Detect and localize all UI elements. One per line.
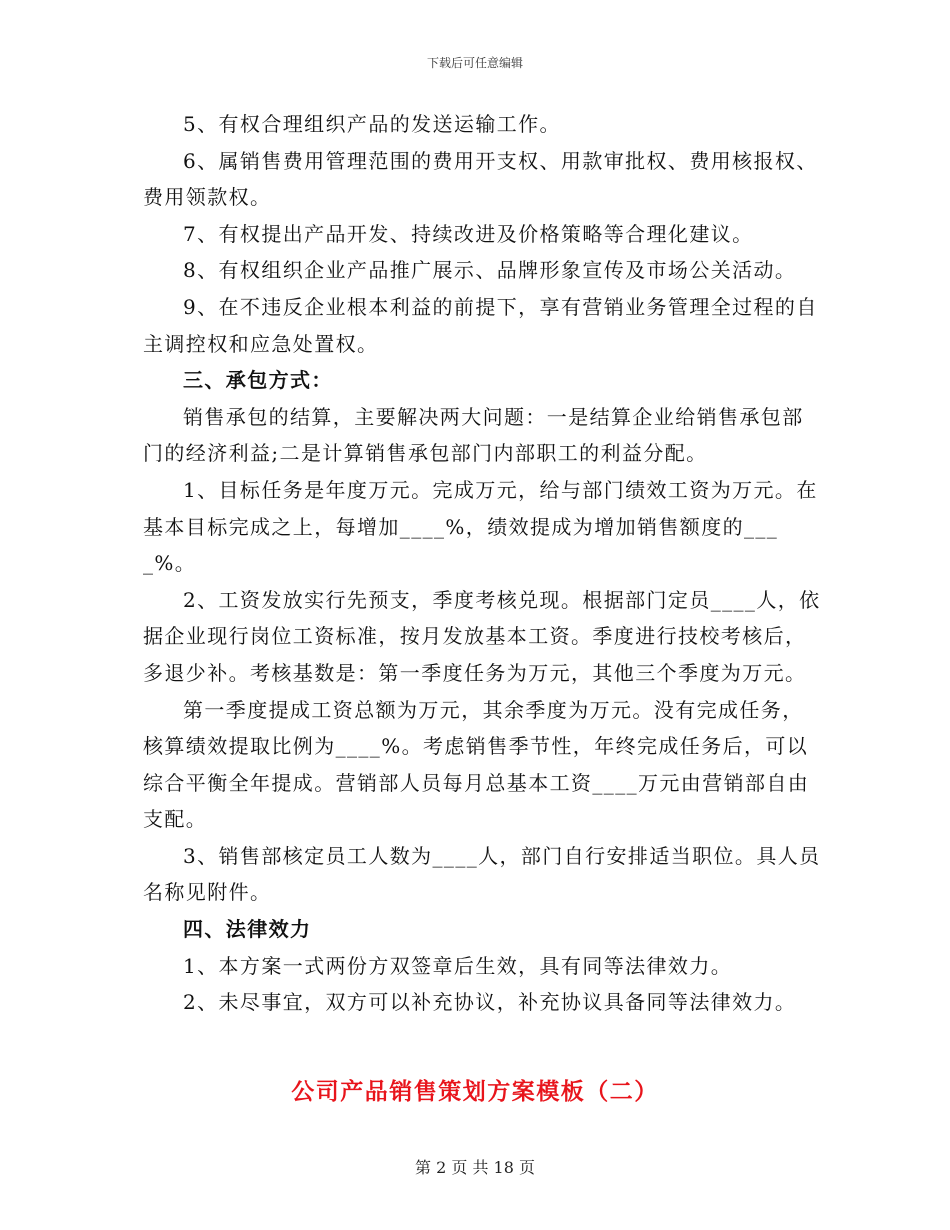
- paragraph-legal-1: 1、本方案一式两份方双签章后生效，具有同等法律效力。: [183, 953, 733, 978]
- paragraph-legal-2: 2、未尽事宜，双方可以补充协议，补充协议具备同等法律效力。: [183, 990, 797, 1015]
- section-title: 公司产品销售策划方案模板（二）: [291, 1079, 659, 1105]
- paragraph-target-task: 1、目标任务是年度万元。完成万元，给与部门绩效工资为万元。在基本目标完成之上，每增加____%，绩效提成为增加销售额度的____%。: [143, 477, 818, 576]
- paragraph-staff-count: 3、销售部核定员工人数为____人，部门自行安排适当职位。具人员名称见附件。: [143, 843, 821, 905]
- paragraph-item-8: 8、有权组织企业产品推广展示、品牌形象宣传及市场公关活动。: [183, 258, 797, 283]
- section-heading-4: 四、法律效力: [183, 917, 312, 942]
- paragraph-salary: 2、工资发放实行先预支，季度考核兑现。根据部门定员____人，依据企业现行岗位工资标准，按月发放基本工资。季度进行技校考核后，多退少补。考核基数是：第一季度任务为万元，其他三个季度为万元。: [143, 587, 821, 685]
- paragraph-item-6: 6、属销售费用管理范围的费用开支权、用款审批权、费用核报权、费用领款权。: [143, 148, 818, 210]
- paragraph-settlement: 销售承包的结算，主要解决两大问题：一是结算企业给销售承包部门的经济利益;二是计算销售承包部门内部职工的利益分配。: [143, 404, 804, 466]
- section-heading-3: 三、承包方式：: [183, 368, 333, 393]
- paragraph-first-quarter: 第一季度提成工资总额为万元，其余季度为万元。没有完成任务，核算绩效提取比例为____%。考虑销售季节性，年终完成任务后，可以综合平衡全年提成。营销部人员每月总基本工资____万元由营销部自由支配。: [143, 697, 810, 832]
- page-header: 下载后可任意编辑: [426, 56, 523, 70]
- page-footer: 第 2 页 共 18 页: [415, 1158, 535, 1177]
- document-body: [143, 106, 823, 1021]
- paragraph-item-7: 7、有权提出产品开发、持续改进及价格策略等合理化建议。: [183, 221, 754, 246]
- paragraph-item-9: 9、在不违反企业根本利益的前提下，享有营销业务管理全过程的自主调控权和应急处置权。: [143, 294, 818, 356]
- paragraph-item-5: 5、有权合理组织产品的发送运输工作。: [183, 112, 561, 136]
